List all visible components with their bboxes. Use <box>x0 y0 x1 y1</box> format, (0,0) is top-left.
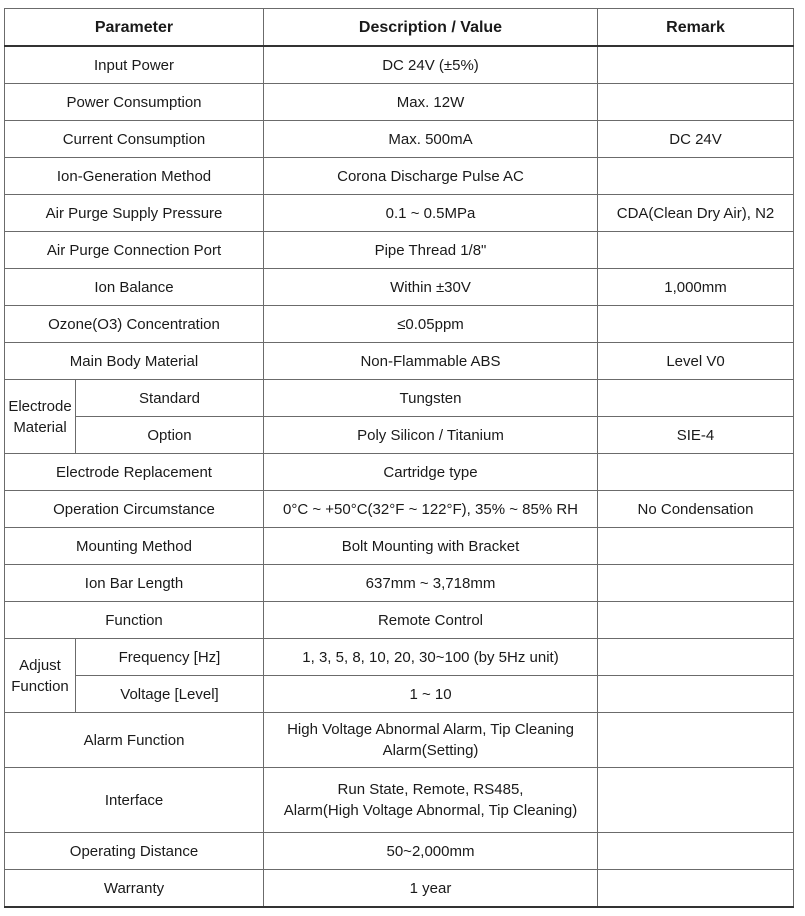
value-line: High Voltage Abnormal Alarm, Tip Cleaning <box>287 721 574 738</box>
param-cell: Operating Distance <box>5 833 264 870</box>
value-cell: Remote Control <box>264 602 598 639</box>
value-cell: 637mm ~ 3,718mm <box>264 565 598 602</box>
value-cell: Max. 12W <box>264 84 598 121</box>
remark-cell <box>598 768 794 833</box>
remark-cell: Level V0 <box>598 343 794 380</box>
value-cell: 50~2,000mm <box>264 833 598 870</box>
value-cell: 0°C ~ +50°C(32°F ~ 122°F), 35% ~ 85% RH <box>264 491 598 528</box>
remark-cell <box>598 870 794 908</box>
table-row <box>5 833 794 870</box>
param-cell: Alarm Function <box>5 713 264 768</box>
table-row <box>5 84 794 121</box>
table-row <box>5 602 794 639</box>
param-cell: Operation Circumstance <box>5 491 264 528</box>
table-row <box>5 417 794 454</box>
table-row <box>5 158 794 195</box>
table-row <box>5 380 794 417</box>
param-cell: Power Consumption <box>5 84 264 121</box>
group-label-line: Adjust <box>19 656 61 674</box>
header-row <box>5 9 794 47</box>
table-row <box>5 46 794 84</box>
header-remark: Remark <box>598 9 794 47</box>
param-cell: Warranty <box>5 870 264 908</box>
header-description: Description / Value <box>264 9 598 47</box>
remark-cell <box>598 232 794 269</box>
table-row <box>5 565 794 602</box>
value-cell: Tungsten <box>264 380 598 417</box>
param-cell: Ion Balance <box>5 269 264 306</box>
spec-table <box>4 8 794 908</box>
remark-cell <box>598 158 794 195</box>
value-cell: Poly Silicon / Titanium <box>264 417 598 454</box>
table-row <box>5 269 794 306</box>
value-cell: 1 ~ 10 <box>264 676 598 713</box>
remark-cell: SIE-4 <box>598 417 794 454</box>
value-cell: 1 year <box>264 870 598 908</box>
value-cell: Corona Discharge Pulse AC <box>264 158 598 195</box>
param-cell: Electrode Replacement <box>5 454 264 491</box>
param-cell: Current Consumption <box>5 121 264 158</box>
param-cell: Ion-Generation Method <box>5 158 264 195</box>
remark-cell <box>598 306 794 343</box>
group-label-line: Function <box>11 677 69 695</box>
remark-cell <box>598 676 794 713</box>
group-label-line: Electrode <box>8 397 72 415</box>
electrode-material-group <box>5 380 76 454</box>
table-row <box>5 232 794 269</box>
remark-cell <box>598 833 794 870</box>
sub-param-cell: Standard <box>76 380 264 417</box>
param-cell: Function <box>5 602 264 639</box>
sub-param-cell: Option <box>76 417 264 454</box>
table-row <box>5 343 794 380</box>
value-cell: Within ±30V <box>264 269 598 306</box>
value-line: Alarm(High Voltage Abnormal, Tip Cleaning) <box>283 802 578 819</box>
table-row <box>5 454 794 491</box>
remark-cell <box>598 713 794 768</box>
sub-param-cell: Frequency [Hz] <box>76 639 264 676</box>
sub-param-cell: Voltage [Level] <box>76 676 264 713</box>
value-line: Alarm(Setting) <box>382 742 479 759</box>
value-cell: Cartridge type <box>264 454 598 491</box>
remark-cell <box>598 46 794 84</box>
remark-cell <box>598 565 794 602</box>
table-row <box>5 195 794 232</box>
param-cell: Main Body Material <box>5 343 264 380</box>
remark-cell: DC 24V <box>598 121 794 158</box>
param-cell: Ion Bar Length <box>5 565 264 602</box>
param-cell: Air Purge Supply Pressure <box>5 195 264 232</box>
remark-cell: No Condensation <box>598 491 794 528</box>
remark-cell <box>598 639 794 676</box>
param-cell: Input Power <box>5 46 264 84</box>
value-cell <box>264 713 598 768</box>
value-cell: DC 24V (±5%) <box>264 46 598 84</box>
value-line: Run State, Remote, RS485, <box>337 781 524 798</box>
param-cell: Interface <box>5 768 264 833</box>
value-cell: Pipe Thread 1/8" <box>264 232 598 269</box>
value-cell: Non-Flammable ABS <box>264 343 598 380</box>
param-cell: Air Purge Connection Port <box>5 232 264 269</box>
remark-cell <box>598 380 794 417</box>
value-cell <box>264 768 598 833</box>
remark-cell <box>598 454 794 491</box>
adjust-function-group <box>5 639 76 713</box>
group-label-line: Material <box>13 418 67 436</box>
param-cell: Mounting Method <box>5 528 264 565</box>
remark-cell: 1,000mm <box>598 269 794 306</box>
remark-cell: CDA(Clean Dry Air), N2 <box>598 195 794 232</box>
value-cell: Bolt Mounting with Bracket <box>264 528 598 565</box>
table-row <box>5 768 794 833</box>
table-row <box>5 491 794 528</box>
value-cell: ≤0.05ppm <box>264 306 598 343</box>
table-row <box>5 121 794 158</box>
table-row <box>5 870 794 908</box>
remark-cell <box>598 528 794 565</box>
value-cell: 1, 3, 5, 8, 10, 20, 30~100 (by 5Hz unit) <box>264 639 598 676</box>
table-row <box>5 528 794 565</box>
param-cell: Ozone(O3) Concentration <box>5 306 264 343</box>
table-row <box>5 306 794 343</box>
value-cell: 0.1 ~ 0.5MPa <box>264 195 598 232</box>
table-row <box>5 676 794 713</box>
table-row <box>5 713 794 768</box>
remark-cell <box>598 84 794 121</box>
table-row <box>5 639 794 676</box>
remark-cell <box>598 602 794 639</box>
header-parameter: Parameter <box>5 9 264 47</box>
value-cell: Max. 500mA <box>264 121 598 158</box>
